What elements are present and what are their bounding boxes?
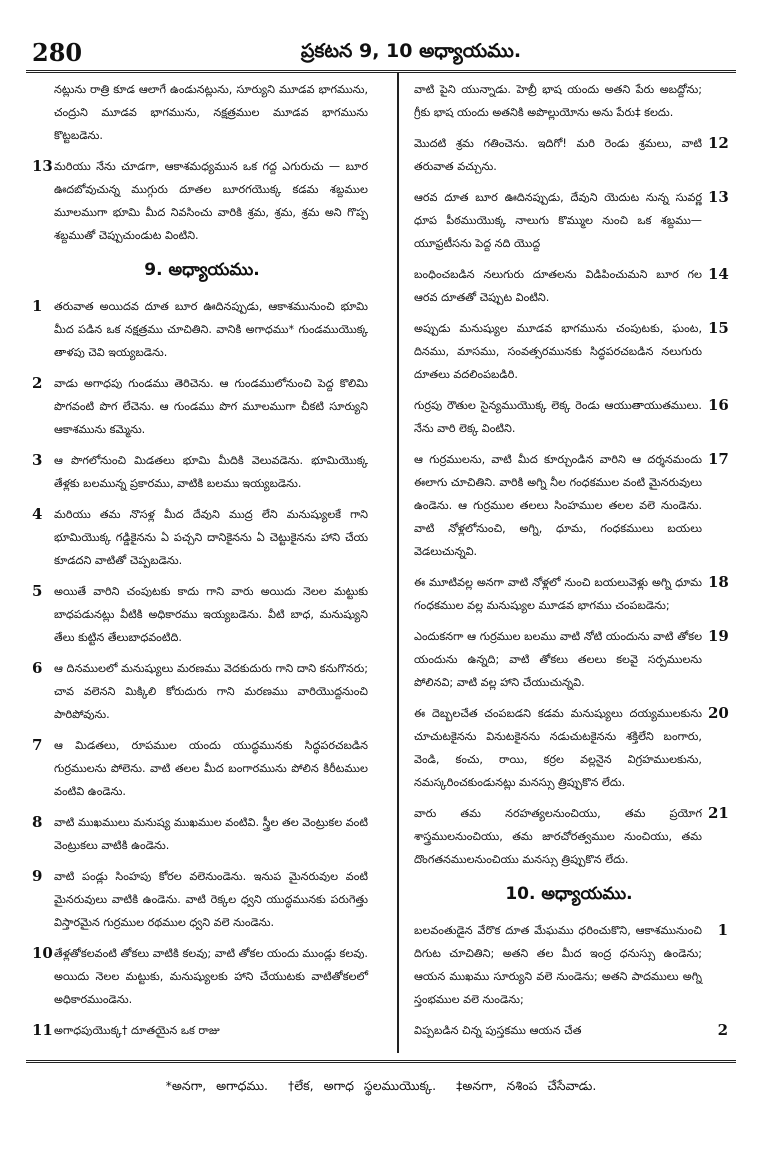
verse-paragraph [32, 1019, 372, 1042]
footnotes [26, 1078, 736, 1097]
verse-text: మరియు తమ నొసళ్ల మీద దేవుని ముద్ర లేని మనుష్యులకే గాని భూమియొక్క గడ్డికైనను ఏ పచ్చని దానికైనను ఏ చెట్టుకైనను హాని చేయ కూడదని వాటితో చెప్పబడెను. [54, 508, 368, 567]
header-rule [26, 70, 736, 73]
verse-paragraph [32, 78, 372, 147]
verse-number: 1 [717, 921, 728, 939]
verse-text: వాటి ముఖములు మనుష్య ముఖముల వంటివి. స్త్రీల తల వెంట్రుకల వంటి వెంట్రుకలు వాటికి ఉండెను. [54, 816, 368, 852]
right-column [410, 78, 728, 1050]
verse-paragraph [32, 295, 372, 364]
verse-text: మొదటి శ్రమ గతించెను. ఇదిగో! మరి రెండు శ్రమలు, వాటి తరువాత వచ్చును. [414, 137, 702, 173]
verse-paragraph [410, 394, 728, 440]
bible-page [26, 30, 736, 1120]
verse-number: 13 [708, 188, 729, 206]
verse-text: ఆరవ దూత బూర ఊదినప్పుడు, దేవుని యెదుట నున్న సువర్ణ ధూప పీఠముయొక్క నాలుగు కొమ్ముల నుంచి ఒక శబ్దము— యూఫ్రటీసను పెద్ద నది యొద్ద [414, 191, 702, 250]
verse-paragraph [32, 734, 372, 803]
verse-number: 11 [32, 1021, 53, 1039]
verse-paragraph [32, 657, 372, 726]
verse-text: ఆ గుర్రములను, వాటి మీద కూర్చుండిన వారిని ఆ దర్శనమందు ఈలాగు చూచితిని. వారికి అగ్ని నీల గంధకముల వంటి మైనరువులు ఉండెను. ఆ గుర్రముల తలలు సింహముల తలల వలె నుండెను. వాటి నోళ్లలోనుంచి, అగ్ని, ధూమ, గంధకములు బయలు వెడలుచున్నవి. [414, 453, 702, 558]
verse-paragraph [32, 865, 372, 934]
chapter-10-verses [410, 919, 728, 1042]
verse-number: 3 [32, 451, 43, 469]
verse-number: 13 [32, 157, 53, 175]
verse-text: వాటి పండ్లు సింహపు కోరల వలెనుండెను. ఇనుప మైనరువుల వంటి మైనరువులు వాటికి ఉండెను. వాటి రెక్కల ధ్వని యుద్ధమునకు పరుగెత్తు విస్తారమైన గుర్రముల రథముల ధ్వని వలె నుండెను. [54, 870, 368, 929]
verse-number: 18 [708, 573, 729, 591]
verse-text: అయితే వారిని చంపుటకు కాదు గాని వారు అయిదు నెలల మట్టుకు బాధపడునట్లు వీటికి అధికారము ఇయ్యబడెను. వీటి బాధ, మనుష్యుని తేలు కుట్టిన తేలుబాధవంటిది. [54, 585, 368, 644]
verse-paragraph [410, 186, 728, 255]
verse-number: 16 [708, 396, 729, 414]
verse-number: 19 [708, 627, 729, 645]
verse-paragraph [410, 317, 728, 386]
verse-text: ఈ దెబ్బలచేత చంపబడని కడమ మనుష్యులు దయ్యములకును చూచుటకైనను వినుటకైనను నడుచుటకైనను శక్తిలేని బంగారు, వెండి, కంచు, రాయి, కర్రల వల్లనైన విగ్రహములకును, నమస్కరించకుండునట్లు మనస్సు త్రిప్పుకొన లేదు. [414, 707, 702, 789]
verse-paragraph [32, 503, 372, 572]
verse-paragraph [32, 449, 372, 495]
verse-text: అప్పుడు మనుష్యుల మూడవ భాగమును చంపుటకు, ఘంట, దినము, మాసము, సంవత్సరమునకు సిద్ధపరచబడిన నలుగురు దూతలు వదలింపబడిరి. [414, 322, 702, 381]
verse-text: అగాధపుయొక్క† దూతయైన ఒక రాజు [54, 1024, 220, 1037]
verse-paragraph [32, 942, 372, 1011]
column-divider [397, 73, 399, 1053]
verse-text: బంధించబడిన నలుగురు దూతలను విడిపించుమని బూర గల ఆరవ దూతతో చెప్పుట వింటిని. [414, 268, 702, 304]
verse-number: 17 [708, 450, 729, 468]
verse-text: మరియు నేను చూడగా, ఆకాశమధ్యమున ఒక గద్ద ఎగురుచు — బూర ఊదబోవుచున్న ముగ్గురు దూతల బూరగయొక్క కడమ శబ్దముల మూలముగా భూమి మీద నివసించు వారికి శ్రమ, శ్రమ, శ్రమ అని గొప్ప శబ్దముతో చెప్పుచుండుట వింటిని. [54, 160, 368, 242]
verse-paragraph [410, 448, 728, 563]
footnote-rule [26, 1060, 736, 1063]
verse-text: గుర్రపు రౌతుల సైన్యముయొక్క లెక్క రెండు ఆయుతాయుతములు. నేను వారి లెక్క వింటిని. [414, 399, 702, 435]
footnote: †లేక, అగాధ స్థలముయొక్క. [288, 1078, 437, 1093]
verse-text: తరువాత అయిదవ దూత బూర ఊదినప్పుడు, ఆకాశమునుంచి భూమి మీద పడిన ఒక నక్షత్రము చూచితిని. వానికి అగాధము* గుండముయొక్క తాళపు చెవి ఇయ్యబడెను. [54, 300, 368, 359]
verse-text: బలవంతుడైన వేరొక దూత మేఘము ధరించుకొని, ఆకాశమునుంచి దిగుట చూచితిని; అతని తల మీద ఇంద్ర ధనుస్సు ఉండెను; ఆయన ముఖము సూర్యుని వలె నుండెను; అతని పాదములు అగ్ని స్తంభముల వలె నుండెను; [414, 924, 702, 1006]
verse-paragraph [32, 811, 372, 857]
verse-text: వారు తమ నరహత్యలనుంచియు, తమ ప్రయోగ శాస్త్రములనుంచియు, తమ జారచోరత్వముల నుంచియు, తమ దొంగతనములనుంచియు మనస్సు త్రిప్పుకొన లేదు. [414, 807, 702, 866]
verse-number: 1 [32, 297, 43, 315]
verse-number: 2 [717, 1021, 728, 1039]
left-continuation [32, 78, 372, 247]
verse-number: 21 [708, 804, 729, 822]
verse-text: ఆ పొగలోనుంచి మిడతలు భూమి మీదికి వెలువడెను. భూమియొక్క తేళ్లకు బలమున్న ప్రకారము, వాటికి బలము ఇయ్యబడెను. [54, 454, 368, 490]
verse-number: 20 [708, 704, 729, 722]
verse-paragraph [410, 263, 728, 309]
verse-paragraph [32, 155, 372, 247]
verse-text: ఆ మిడతలు, రూపముల యందు యుద్ధమునకు సిద్ధపరచబడిన గుర్రములను పోలెను. వాటి తలల మీద బంగారమును పోలిన కిరీటముల వంటివి ఉండెను. [54, 739, 368, 798]
verse-text: విప్పబడిన చిన్న పుస్తకము ఆయన చేత [414, 1024, 582, 1037]
right-continuation [410, 78, 728, 871]
verse-text: తేళ్లతోకలవంటి తోకలు వాటికి కలవు; వాటి తోకల యందు ముండ్లు కలవు. అయిదు నెలల మట్టుకు, మనుష్యులకు హాని చేయుటకు వాటితోకలలో అధికారముండెను. [54, 947, 368, 1006]
chapter-9-verses [32, 295, 372, 1042]
verse-paragraph [410, 625, 728, 694]
left-column [32, 78, 372, 1050]
verse-paragraph [410, 571, 728, 617]
verse-text: ఈ మూటివల్ల అనగా వాటి నోళ్లలో నుంచి బయలువెళ్లు అగ్ని ధూమ గంధకముల వల్ల మనుష్యుల మూడవ భాగము చంపబడెను; [414, 576, 702, 612]
chapter-9-heading: 9. అధ్యాయము. [144, 260, 260, 280]
verse-paragraph [410, 132, 728, 178]
verse-paragraph [32, 372, 372, 441]
verse-text: వాడు అగాధపు గుండము తెరిచెను. ఆ గుండములోనుంచి పెద్ద కొలిమి పొగవంటి పొగ లేచెను. ఆ గుండము పొగ మూలముగా చీకటి సూర్యుని ఆకాశమును కమ్మెను. [54, 377, 368, 436]
verse-number: 5 [32, 582, 43, 600]
verse-number: 6 [32, 659, 43, 677]
footnote: ‡అనగా, నశింప చేసేవాడు. [456, 1078, 597, 1093]
verse-text: వాటి పైని యున్నాడు. హెబ్రీ భాష యందు అతని పేరు అబద్దోను; గ్రీకు భాష యందు అతనికి అపొల్లుయోను అను పేరు‡ కలదు. [414, 83, 702, 119]
verse-number: 7 [32, 736, 43, 754]
verse-paragraph [410, 802, 728, 871]
footnote: *అనగా, అగాధము. [165, 1078, 269, 1093]
verse-number: 12 [708, 134, 729, 152]
verse-paragraph [410, 1019, 728, 1042]
page-number: 280 [32, 38, 83, 67]
verse-number: 8 [32, 813, 43, 831]
verse-number: 4 [32, 505, 43, 523]
verse-text: నట్లును రాత్రి కూడ ఆలాగే ఉండునట్లును, సూర్యుని మూడవ భాగమును, చంద్రుని మూడవ భాగమును, నక్షత్రముల మూడవ భాగమును కొట్టబడెను. [54, 83, 368, 142]
verse-number: 9 [32, 867, 43, 885]
verse-paragraph [410, 78, 728, 124]
verse-paragraph [410, 919, 728, 1011]
chapter-10-heading: 10. అధ్యాయము. [505, 884, 633, 904]
verse-paragraph [32, 580, 372, 649]
verse-number: 2 [32, 374, 43, 392]
verse-number: 10 [32, 944, 53, 962]
verse-number: 14 [708, 265, 729, 283]
verse-number: 15 [708, 319, 729, 337]
verse-paragraph [410, 702, 728, 794]
page-header [26, 30, 736, 68]
verse-text: ఆ దినములలో మనుష్యులు మరణము వెదకుదురు గాని దాని కనుగొనరు; చావ వలెనని మిక్కిలి కోరుదురు గాని మరణము వారియొద్దనుంచి పారిపోవును. [54, 662, 368, 721]
verse-text: ఎందుకనగా ఆ గుర్రముల బలము వాటి నోటి యందును వాటి తోకల యందును ఉన్నది; వాటి తోకలు తలలు కలవై సర్పములను పోలినవి; వాటి వల్ల హాని చేయుచున్నవి. [414, 630, 702, 689]
running-title: ప్రకటన 9, 10 అధ్యాయము. [300, 40, 522, 62]
